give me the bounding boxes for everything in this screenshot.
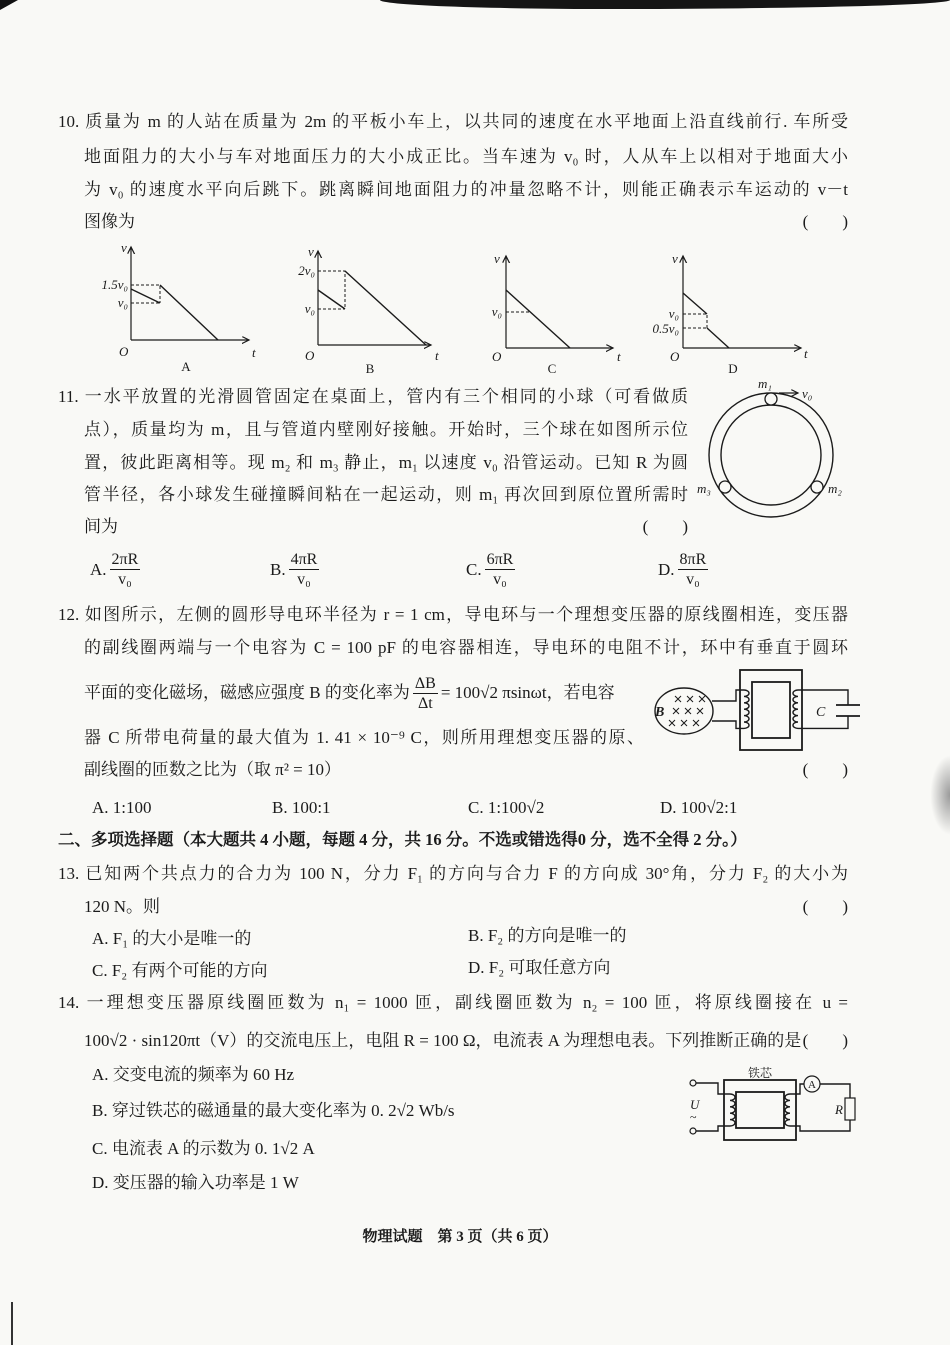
option-label: B. <box>270 559 286 579</box>
q13-option-b: B. F₂ 的方向是唯一的 <box>468 926 627 945</box>
guide-dashes <box>318 271 345 309</box>
q14-option-b: B. 穿过铁芯的磁通量的最大变化率为 0. 2√2 Wb/s <box>92 1101 455 1120</box>
q13-option-a: A. F₁ 的大小是唯一的 <box>92 929 252 948</box>
t-axis-label: t <box>804 346 808 361</box>
q13-option-d: D. F₂ 可取任意方向 <box>468 958 611 977</box>
t-axis-label: t <box>252 345 256 360</box>
q11-line-1: 11. 一水平放置的光滑圆管固定在桌面上，管内有三个相同的小球（可看做质 <box>58 387 688 406</box>
label-field-b: B <box>655 705 665 720</box>
fraction-denominator: v₀ <box>118 571 132 588</box>
primary-leads <box>696 1083 730 1131</box>
field-cross <box>669 720 675 726</box>
secondary-coil <box>785 1094 790 1126</box>
q10-line-3: 为 v₀ 的速度水平向后跳下。跳离瞬间地面阻力的冲量忽略不计，则能正确表示车运动的 v－t <box>84 180 848 199</box>
q13-answer-bracket: ( ) <box>802 897 848 916</box>
fraction-numerator: 2πR <box>111 551 139 568</box>
tube-outer-wall <box>709 393 833 517</box>
rate-fraction <box>413 674 438 713</box>
field-cross <box>675 696 681 702</box>
q12-line-3-prefix: 平面的变化磁场，磁感应强度 B 的变化率为 <box>84 683 410 702</box>
scan-edge-left <box>11 1302 13 1345</box>
scan-edge-top-left <box>0 0 18 10</box>
option-label: A. <box>90 559 107 579</box>
tick-lower: v₀ <box>491 304 502 319</box>
field-cross <box>673 708 679 714</box>
t-axis-label: t <box>617 349 621 364</box>
tick-lower: 0.5v₀ <box>652 321 679 336</box>
q12-option-d: D. 100√2:1 <box>660 798 738 817</box>
field-cross <box>699 696 705 702</box>
velocity-line <box>318 271 426 345</box>
vt-graph-b <box>298 244 439 376</box>
q14-line-1: 14. 一理想变压器原线圈匝数为 n₁ = 1000 匝，副线圈匝数为 n₂ = 100 匝，将原线圈接在 u = <box>58 993 848 1012</box>
iron-core-inner <box>752 682 790 738</box>
q10-line-2: 地面阻力的大小与车对地面压力的大小成正比。当车速为 v₀ 时，人从车上以相对于地面大小 <box>84 147 848 166</box>
label-m1: m₁ <box>758 376 772 391</box>
q14-answer-bracket: ( ) <box>802 1031 848 1050</box>
fraction-numerator: ΔB <box>414 674 436 692</box>
q12-option-c: C. 1:100√2 <box>468 798 545 817</box>
q12-line-4: 器 C 所带电荷量的最大值为 1. 41 × 10⁻⁹ C，则所用理想变压器的原、 <box>84 728 644 747</box>
field-cross <box>697 708 703 714</box>
q11-line-4: 管半径，各小球发生碰撞瞬间粘在一起运动，则 m₁ 再次回到原位置所需时 <box>84 485 688 504</box>
iron-core-inner <box>736 1092 784 1128</box>
graph-letter: D <box>728 361 738 376</box>
q11-option-c <box>466 550 518 589</box>
origin-label: O <box>305 348 315 363</box>
tick-upper: v₀ <box>668 306 679 321</box>
q10-line-4 <box>84 211 848 233</box>
fraction-numerator: 4πR <box>290 551 318 568</box>
q12-option-a: A. 1:100 <box>92 798 152 817</box>
q12-option-b: B. 100:1 <box>272 798 331 817</box>
v-axis-label: v <box>121 240 127 255</box>
field-cross <box>681 720 687 726</box>
q12-line-5-text: 副线圈的匝数之比为（取 π² = 10） <box>84 760 342 779</box>
q13-line-1: 13. 已知两个共点力的合力为 100 N，分力 F₁ 的方向与合力 F 的方向成 30°角，分力 F₂ 的大小为 <box>58 864 848 883</box>
option-fraction <box>485 550 516 589</box>
graph-letter: B <box>365 361 375 376</box>
ball-m2 <box>811 481 823 493</box>
capacitor-plates <box>836 705 860 716</box>
primary-coil <box>744 690 749 728</box>
velocity-line <box>506 290 570 348</box>
q11-line-5-text: 间为 <box>84 517 118 536</box>
q11-line-3: 置，彼此距离相等。现 m₂ 和 m₃ 静止，m₁ 以速度 v₀ 沿管运动。已知 R 为圆 <box>84 453 688 472</box>
q11-line-5 <box>84 516 688 538</box>
resistor <box>845 1098 855 1120</box>
tick-upper: 1.5v₀ <box>101 277 128 292</box>
magnetic-field-crosses <box>669 696 705 726</box>
q14-transformer-circuit <box>685 1062 860 1162</box>
field-cross <box>687 696 693 702</box>
scan-edge-top <box>380 0 950 9</box>
label-source-u: U <box>690 1097 700 1112</box>
option-fraction <box>110 550 141 589</box>
option-fraction <box>678 550 709 589</box>
primary-coil <box>730 1094 735 1126</box>
option-label: D. <box>658 559 675 579</box>
vt-graph-d <box>652 251 808 376</box>
label-ammeter: A <box>808 1079 816 1091</box>
ac-symbol: ~ <box>690 1110 697 1124</box>
origin-label: O <box>119 344 129 359</box>
origin-label: O <box>670 349 680 364</box>
q12-transformer-circuit <box>650 662 863 757</box>
ball-m3 <box>719 481 731 493</box>
fraction-denominator: Δt <box>417 694 433 712</box>
q11-option-a <box>90 550 143 589</box>
q10-answer-bracket: ( ) <box>802 212 848 231</box>
graph-letter: C <box>547 361 557 376</box>
q11-line-2: 点），质量均为 m，且与管道内壁刚好接触。开始时，三个球在如图所示位 <box>84 420 688 439</box>
q14-option-c: C. 电流表 A 的示数为 0. 1√2 A <box>92 1139 315 1158</box>
vt-graph-c <box>492 251 621 376</box>
scan-smudge-right <box>930 755 950 835</box>
origin-label: O <box>492 349 502 364</box>
q14-option-d: D. 变压器的输入功率是 1 W <box>92 1173 299 1192</box>
input-terminal-top <box>690 1080 696 1086</box>
q13-option-c: C. F₂ 有两个可能的方向 <box>92 961 268 980</box>
q11-option-d <box>658 550 711 589</box>
tick-lower: v₀ <box>117 295 128 310</box>
ball-m1 <box>765 393 777 405</box>
v-axis-label: v <box>308 244 314 259</box>
fraction-numerator: 6πR <box>486 551 514 568</box>
label-v0: v₀ <box>802 386 813 401</box>
velocity-line <box>131 285 218 340</box>
tick-lower: v₀ <box>304 301 315 316</box>
q12-line-5 <box>84 759 848 781</box>
field-cross <box>685 708 691 714</box>
q14-line-2 <box>84 1030 848 1052</box>
q12-line-2: 的副线圈两端与一个电容为 C = 100 pF 的电容器相连，导电环的电阻不计，环中有垂直于圆环 <box>84 638 848 657</box>
label-iron-core: 铁芯 <box>747 1066 773 1080</box>
fraction-denominator: v₀ <box>686 571 700 588</box>
secondary-coil <box>793 690 798 728</box>
option-fraction <box>289 550 320 589</box>
q12-answer-bracket: ( ) <box>802 760 848 779</box>
t-axis-label: t <box>435 348 439 363</box>
tick-upper: 2v₀ <box>298 263 315 278</box>
q13-line-2-text: 120 N。则 <box>84 897 161 916</box>
q10-line-1: 10. 质量为 m 的人站在质量为 2m 的平板小车上，以共同的速度在水平地面上沿直线前行. 车所受 <box>58 112 848 131</box>
q10-vt-graphs <box>90 236 825 378</box>
q12-line-3 <box>84 671 615 715</box>
section-2-heading: 二、多项选择题（本大题共 4 小题，每题 4 分，共 16 分。不选或错选得0 分，选不全得 2 分。） <box>58 830 747 849</box>
q12-line-1: 12. 如图所示，左侧的圆形导电环半径为 r = 1 cm，导电环与一个理想变压器的原线圈相连，变压器 <box>58 605 848 624</box>
option-label: C. <box>466 559 482 579</box>
fraction-denominator: v₀ <box>493 571 507 588</box>
q11-answer-bracket: ( ) <box>642 517 688 536</box>
v-axis-label: v <box>494 251 500 266</box>
vt-graph-a <box>101 240 256 374</box>
velocity-line <box>683 293 729 348</box>
guide-dashes <box>683 314 707 328</box>
label-resistor: R <box>835 1102 843 1117</box>
fraction-numerator: 8πR <box>679 551 707 568</box>
q11-ring-tube-diagram <box>690 375 860 525</box>
fraction-denominator: v₀ <box>297 571 311 588</box>
q11-option-b <box>270 550 322 589</box>
q12-line-3-suffix: = 100√2 πsinωt，若电容 <box>440 683 615 702</box>
q10-line-4-text: 图像为 <box>84 212 135 231</box>
label-m2: m₂ <box>828 481 842 496</box>
v-axis-label: v <box>672 251 678 266</box>
q14-line-2-text: 100√2 · sin120πt（V）的交流电压上，电阻 R = 100 Ω，电流表 A 为理想电表。下列推断正确的是 <box>84 1031 802 1050</box>
label-capacitor-c: C <box>816 705 826 720</box>
label-m3: m₃ <box>697 481 711 496</box>
input-terminal-bottom <box>690 1128 696 1134</box>
tube-inner-wall <box>721 405 821 505</box>
page-footer: 物理试题 第 3 页（共 6 页） <box>362 1229 558 1245</box>
graph-letter: A <box>181 359 191 374</box>
q13-line-2 <box>84 896 848 918</box>
q14-option-a: A. 交变电流的频率为 60 Hz <box>92 1065 295 1084</box>
field-cross <box>693 720 699 726</box>
